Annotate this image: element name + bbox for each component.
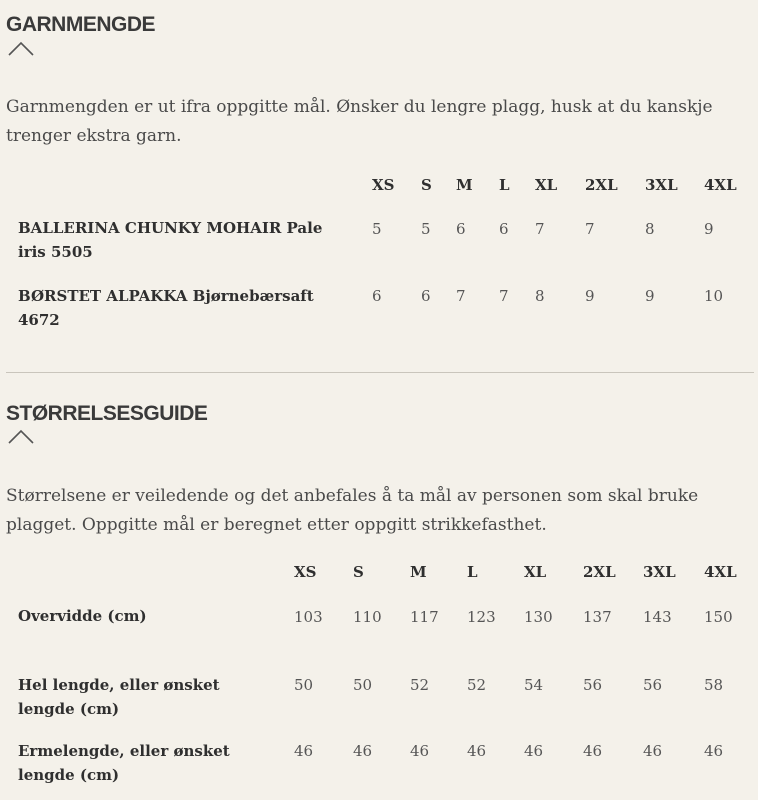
table-cell: 50: [294, 676, 314, 694]
yarn-row-label-line: BALLERINA CHUNKY MOHAIR Pale: [18, 219, 323, 237]
table-cell: 10: [704, 287, 724, 305]
table-cell: 9: [704, 220, 714, 238]
table-cell: 52: [467, 676, 487, 694]
size-guide-row-label: [18, 604, 147, 628]
size-header: XL: [524, 563, 547, 581]
table-cell: 143: [643, 608, 672, 626]
size-header: L: [467, 563, 478, 581]
chevron-up-icon[interactable]: [7, 41, 35, 57]
yarn-row-label: [18, 284, 314, 332]
size-header: XS: [372, 176, 395, 194]
size-header: 3XL: [645, 176, 678, 194]
size-guide-row-label: [18, 739, 230, 787]
size-guide-heading[interactable]: STØRRELSESGUIDE: [6, 402, 208, 425]
table-cell: 52: [410, 676, 430, 694]
table-cell: 6: [421, 287, 431, 305]
size-guide-section: [0, 373, 758, 800]
table-cell: 8: [535, 287, 545, 305]
table-cell: 150: [704, 608, 733, 626]
table-cell: 5: [372, 220, 382, 238]
size-guide-row-label-line: Overvidde (cm): [18, 607, 147, 625]
size-header: XS: [294, 563, 317, 581]
table-cell: 9: [645, 287, 655, 305]
size-header: S: [353, 563, 364, 581]
table-cell: 46: [583, 742, 603, 760]
size-header: M: [456, 176, 473, 194]
table-cell: 117: [410, 608, 439, 626]
chevron-up-icon[interactable]: [7, 429, 35, 445]
yarn-row-label-line: iris 5505: [18, 243, 93, 261]
size-header: 2XL: [583, 563, 616, 581]
size-guide-row-label-line: Hel lengde, eller ønsket: [18, 676, 220, 694]
table-cell: 46: [524, 742, 544, 760]
table-cell: 54: [524, 676, 544, 694]
table-cell: 46: [410, 742, 430, 760]
table-cell: 58: [704, 676, 724, 694]
table-cell: 7: [585, 220, 595, 238]
table-cell: 46: [704, 742, 724, 760]
size-header: L: [499, 176, 510, 194]
size-header: 4XL: [704, 176, 737, 194]
table-cell: 46: [467, 742, 487, 760]
table-cell: 110: [353, 608, 382, 626]
size-header: M: [410, 563, 427, 581]
size-guide-intro: Størrelsene er veiledende og det anbefales å ta mål av personen som skal bruke plagget. Oppgitte mål er beregnet etter oppgitt strikkefasthet.: [6, 486, 699, 535]
table-cell: 103: [294, 608, 323, 626]
size-guide-row-label-line: lengde (cm): [18, 766, 120, 784]
size-guide-row-label-line: lengde (cm): [18, 700, 120, 718]
table-cell: 6: [499, 220, 509, 238]
table-cell: 7: [499, 287, 509, 305]
table-cell: 56: [583, 676, 603, 694]
yarn-row-label: [18, 216, 322, 264]
size-header: 2XL: [585, 176, 618, 194]
table-cell: 123: [467, 608, 496, 626]
yarn-row-label-line: 4672: [18, 311, 60, 329]
yarn-section-heading[interactable]: GARNMENGDE: [6, 13, 156, 36]
table-cell: 50: [353, 676, 373, 694]
size-guide-row-label: [18, 673, 220, 721]
table-cell: 5: [421, 220, 431, 238]
table-cell: 130: [524, 608, 553, 626]
yarn-section: [0, 0, 758, 372]
table-cell: 137: [583, 608, 612, 626]
table-cell: 46: [353, 742, 373, 760]
size-header: 4XL: [704, 563, 737, 581]
table-cell: 9: [585, 287, 595, 305]
table-cell: 56: [643, 676, 663, 694]
table-cell: 6: [372, 287, 382, 305]
size-header: S: [421, 176, 432, 194]
table-cell: 8: [645, 220, 655, 238]
table-cell: 46: [294, 742, 314, 760]
table-cell: 7: [456, 287, 466, 305]
table-cell: 6: [456, 220, 466, 238]
size-header: 3XL: [643, 563, 676, 581]
size-header: XL: [535, 176, 558, 194]
size-guide-row-label-line: Ermelengde, eller ønsket: [18, 742, 230, 760]
yarn-row-label-line: BØRSTET ALPAKKA Bjørnebærsaft: [18, 287, 314, 305]
yarn-intro: Garnmengden er ut ifra oppgitte mål. Ønsker du lengre plagg, husk at du kanskje trenger ekstra garn.: [6, 97, 713, 146]
table-cell: 46: [643, 742, 663, 760]
table-cell: 7: [535, 220, 545, 238]
